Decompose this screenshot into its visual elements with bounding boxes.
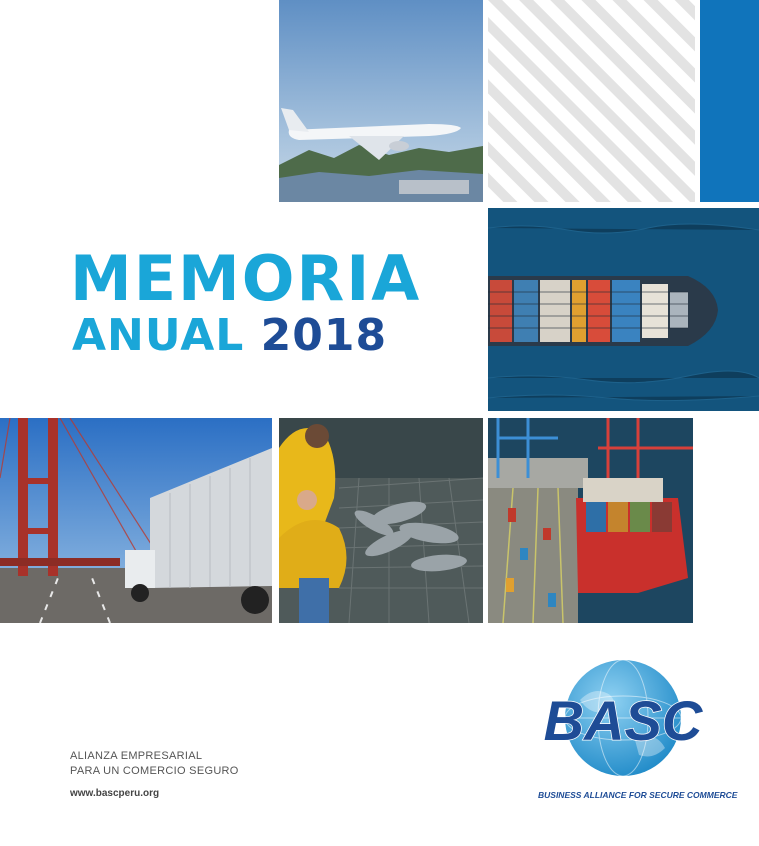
blue-accent-bar	[700, 0, 759, 202]
basc-logo	[535, 660, 738, 800]
title-year: 2018	[260, 310, 388, 361]
title-memoria: MEMORIA	[70, 242, 422, 315]
title-anual: ANUAL	[72, 310, 245, 361]
tagline-line-1: ALIANZA EMPRESARIAL	[70, 750, 203, 762]
logo-caption: BUSINESS ALLIANCE FOR SECURE COMMERCE	[538, 790, 738, 800]
logo-letters: BASC	[543, 689, 703, 752]
stripes-panel	[488, 0, 695, 202]
title-anual-2018	[72, 310, 388, 361]
fishermen-photo	[279, 418, 483, 623]
port-terminal-photo	[488, 418, 693, 623]
tagline-line-2: PARA UN COMERCIO SEGURO	[70, 765, 239, 777]
website-link[interactable]: www.bascperu.org	[70, 788, 160, 799]
airplane-photo	[279, 0, 483, 202]
container-ship-photo	[488, 208, 759, 411]
truck-on-bridge-photo	[0, 418, 272, 623]
